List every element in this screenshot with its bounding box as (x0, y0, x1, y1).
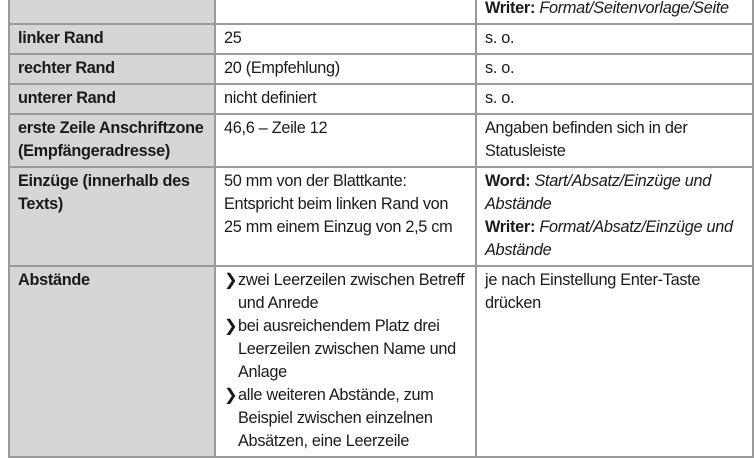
row-value: nicht definiert (215, 84, 476, 114)
row-note: Angaben befinden sich in der Statusleiste (476, 114, 753, 167)
chevron-right-icon: ❯ (224, 271, 238, 289)
row-value: 20 (Empfehlung) (215, 54, 476, 84)
table-row (9, 167, 753, 266)
bullet-list (224, 269, 467, 453)
table-row (9, 0, 753, 24)
row-label: unterer Rand (9, 84, 215, 114)
list-item-text: alle weiteren Abstände, zum Beispiel zwischen einzelnen Absätzen, eine Leerzeile (238, 386, 434, 450)
row-value: 25 (215, 24, 476, 54)
row-note (476, 167, 753, 266)
list-item (224, 315, 467, 384)
list-item-text: zwei Leerzeilen zwischen Betreff und Anrede (238, 271, 465, 312)
table-row (9, 84, 753, 114)
menu-path: Format/Absatz/Einzüge und Abstände (485, 218, 733, 259)
row-note (476, 0, 753, 24)
list-item (224, 269, 467, 315)
row-label: Einzüge (innerhalb des Texts) (9, 167, 215, 266)
row-label: Abstände (9, 266, 215, 457)
list-item (224, 384, 467, 453)
note-line (485, 170, 744, 216)
row-label: rechter Rand (9, 54, 215, 84)
note-line (485, 0, 744, 20)
row-note: je nach Einstellung Enter-Taste drücken (476, 266, 753, 457)
row-value (215, 0, 476, 24)
chevron-right-icon: ❯ (224, 317, 238, 335)
table-row (9, 114, 753, 167)
table-row (9, 266, 753, 457)
menu-path: Start/Absatz/Einzüge und Abstände (485, 172, 711, 213)
row-label: linker Rand (9, 24, 215, 54)
note-line (485, 216, 744, 262)
row-value: 46,6 – Zeile 12 (215, 114, 476, 167)
app-name: Word: (485, 172, 531, 190)
app-name: Writer: (485, 218, 536, 236)
layout-spec-table (8, 0, 754, 458)
row-label: erste Zeile Anschriftzone (Empfängeradresse) (9, 114, 215, 167)
chevron-right-icon: ❯ (224, 386, 238, 404)
app-name: Writer: (485, 0, 536, 17)
list-item-text: bei ausreichendem Platz drei Leerzeilen zwischen Name und Anlage (238, 317, 456, 381)
table-row (9, 54, 753, 84)
row-note: s. o. (476, 84, 753, 114)
row-note: s. o. (476, 24, 753, 54)
menu-path: Format/Seitenvorlage/Seite (539, 0, 729, 17)
row-value (215, 266, 476, 457)
row-note: s. o. (476, 54, 753, 84)
row-label (9, 0, 215, 24)
row-value: 50 mm von der Blattkante: Entspricht beim linken Rand von 25 mm einem Einzug von 2,5 cm (215, 167, 476, 266)
table-row (9, 24, 753, 54)
